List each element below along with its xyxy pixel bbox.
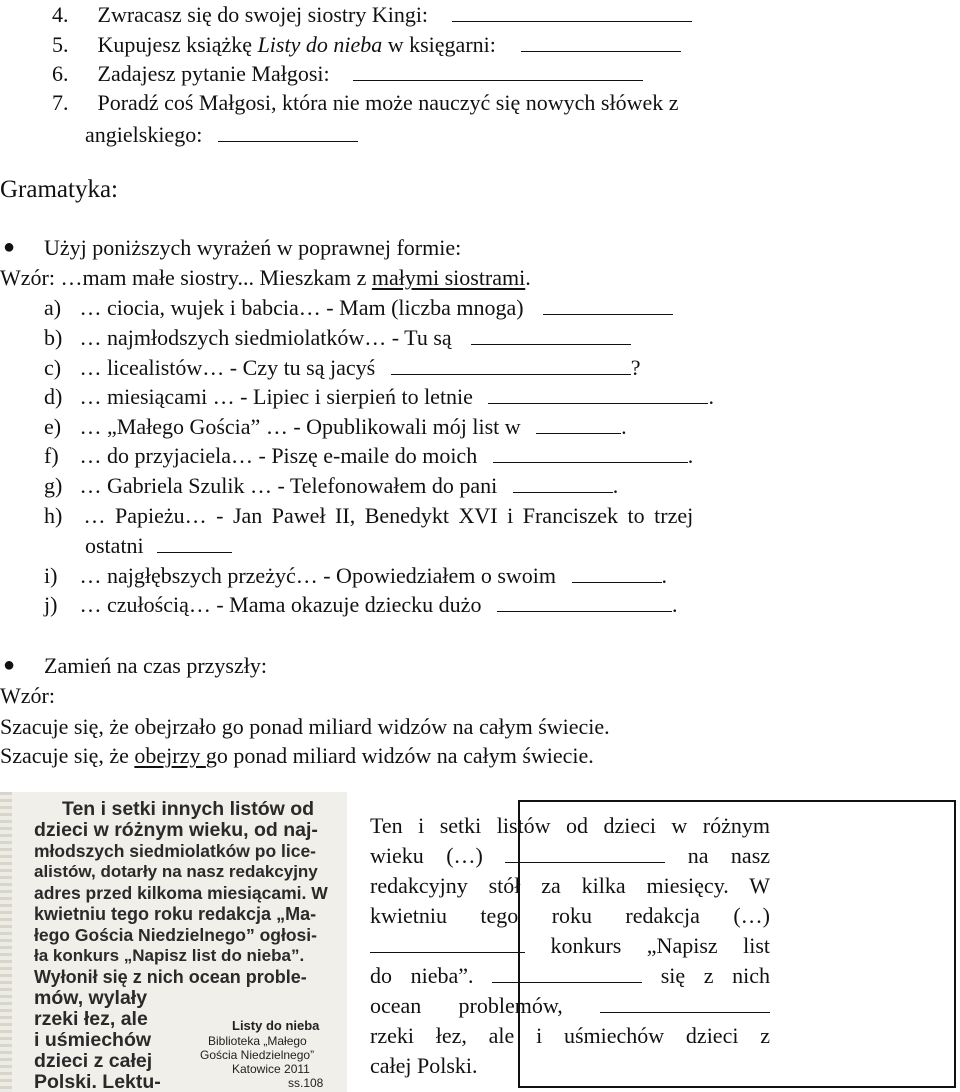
caption-title: Listy do nieba xyxy=(232,1018,320,1033)
instruction-2: Zamień na czas przyszły: xyxy=(44,653,267,678)
exercise-item-i: i) … najgłębszych przeżyć… - Opowiedziałem o swoim . xyxy=(44,563,668,588)
answer-blank[interactable] xyxy=(488,385,708,404)
answer-blank[interactable] xyxy=(497,593,672,612)
clipping-line: młodszych siedmiolatków po lice- xyxy=(34,841,317,861)
answer-blank[interactable] xyxy=(543,296,673,315)
exercise-item-e: e) … „Małego Gościa” … - Opublikowali mój list w . xyxy=(44,414,627,439)
clipping-line: Wyłonił się z nich ocean proble- xyxy=(34,967,307,987)
sentence-2: Szacuje się, że obejrzy go ponad miliard widzów na całym świecie. xyxy=(0,743,594,768)
task-row: kwietniu tego roku redakcja (…) xyxy=(370,903,770,928)
answer-blank[interactable] xyxy=(493,444,688,463)
exercise-item-d: d) … miesiącami … - Lipiec i sierpień to letnie . xyxy=(44,384,714,409)
answer-blank[interactable] xyxy=(391,356,631,375)
task-row: redakcyjny stół za kilka miesięcy. W xyxy=(370,873,770,898)
clipping-line: dzieci w różnym wieku, od naj- xyxy=(34,819,318,841)
exercise-item-g: g) … Gabriela Szulik … - Telefonowałem do pani . xyxy=(44,473,619,498)
answer-blank[interactable] xyxy=(600,994,770,1013)
instruction-1: Użyj poniższych wyrażeń w poprawnej formie: xyxy=(44,235,462,260)
caption-line: ss.108 xyxy=(288,1076,324,1090)
exercise-item-h: h) … Papieżu… - Jan Paweł II, Benedykt XVI i Franciszek to trzej xyxy=(44,503,694,528)
answer-blank[interactable] xyxy=(572,564,662,583)
clipping-line: Polski. Lektu- xyxy=(34,1071,161,1092)
task-row: wieku (…) na nasz xyxy=(370,843,771,868)
newspaper-clipping xyxy=(0,792,347,1092)
task-row: ocean problemów, xyxy=(370,991,770,1021)
item-5: 5. Kupujesz książkę Listy do nieba w księgarni: xyxy=(52,32,681,58)
sentence-1: Szacuje się, że obejrzało go ponad miliard widzów na całym świecie. xyxy=(0,714,610,739)
task-row: do nieba”. się z nich xyxy=(370,963,771,988)
answer-blank[interactable] xyxy=(218,123,358,142)
clipping-line: alistów, dotarły na nasz redakcyjny xyxy=(34,862,318,881)
task-row: całej Polski. xyxy=(370,1053,478,1078)
answer-blank[interactable] xyxy=(471,326,631,345)
answer-blank[interactable] xyxy=(492,964,642,983)
answer-blank[interactable] xyxy=(157,534,232,553)
answer-blank[interactable] xyxy=(370,934,525,953)
answer-blank[interactable] xyxy=(353,62,643,81)
item-4-text: Zwracasz się do swojej siostry Kingi: xyxy=(97,2,429,27)
caption-line: Katowice 2011 xyxy=(232,1062,310,1076)
item-6: 6. Zadajesz pytanie Małgosi: xyxy=(52,61,643,87)
answer-blank[interactable] xyxy=(521,33,681,52)
answer-blank[interactable] xyxy=(452,3,692,22)
clipping-line: ła konkurs „Napisz list do nieba”. xyxy=(34,946,305,965)
bullet-icon: ● xyxy=(3,236,16,258)
item-4: 4. Zwracasz się do swojej siostry Kingi: xyxy=(52,2,692,28)
clipping-edge xyxy=(0,792,12,1092)
clipping-line: mów, wylały xyxy=(34,987,148,1009)
bullet-icon: ● xyxy=(3,654,16,676)
sentence-2-underlined: obejrzy xyxy=(134,743,206,768)
exercise-item-b: b) … najmłodszych siedmiolatków… - Tu są xyxy=(44,325,631,351)
grammar-heading: Gramatyka: xyxy=(0,176,119,203)
example-line: Wzór: …mam małe siostry... Mieszkam z małymi siostrami. xyxy=(0,265,531,290)
clipping-line: Ten i setki innych listów od xyxy=(62,798,315,820)
answer-blank[interactable] xyxy=(536,415,621,434)
task-row: konkurs „Napisz list xyxy=(370,931,770,961)
item-7-cont: angielskiego: xyxy=(85,122,358,148)
caption-line: Gościa Niedzielnego” xyxy=(200,1048,315,1062)
item-7: 7. Poradź coś Małgosi, która nie może nauczyć się nowych słówek z xyxy=(52,90,679,115)
example-underlined: małymi siostrami xyxy=(371,265,526,290)
exercise-item-h-cont: ostatni xyxy=(85,533,232,559)
exercise-item-a: a) … ciocia, wujek i babcia… - Mam (liczba mnoga) xyxy=(44,295,673,321)
clipping-line: adres przed kilkoma miesiącami. W xyxy=(34,883,328,903)
caption-line: Biblioteka „Małego xyxy=(208,1034,307,1048)
clipping-line: rzeki łez, ale xyxy=(34,1008,148,1030)
book-title: Listy do nieba xyxy=(257,32,383,57)
exercise-item-j: j) … czułością… - Mama okazuje dziecku dużo . xyxy=(44,592,678,617)
pattern-label: Wzór: xyxy=(0,683,55,708)
task-row: Ten i setki listów od dzieci w różnym xyxy=(370,813,770,838)
clipping-line: łego Gościa Niedzielnego” ogłosi- xyxy=(34,925,317,945)
clipping-line: kwietniu tego roku redakcja „Ma- xyxy=(34,904,317,924)
answer-blank[interactable] xyxy=(505,844,665,863)
clipping-line: i uśmiechów xyxy=(34,1029,152,1051)
exercise-item-c: c) … licealistów… - Czy tu są jacyś ? xyxy=(44,355,641,380)
exercise-item-f: f) … do przyjaciela… - Piszę e-maile do moich . xyxy=(44,443,694,468)
answer-blank[interactable] xyxy=(513,474,613,493)
task-row: rzeki łez, ale i uśmiechów dzieci z xyxy=(370,1023,770,1048)
clipping-line: dzieci z całej xyxy=(34,1050,153,1072)
